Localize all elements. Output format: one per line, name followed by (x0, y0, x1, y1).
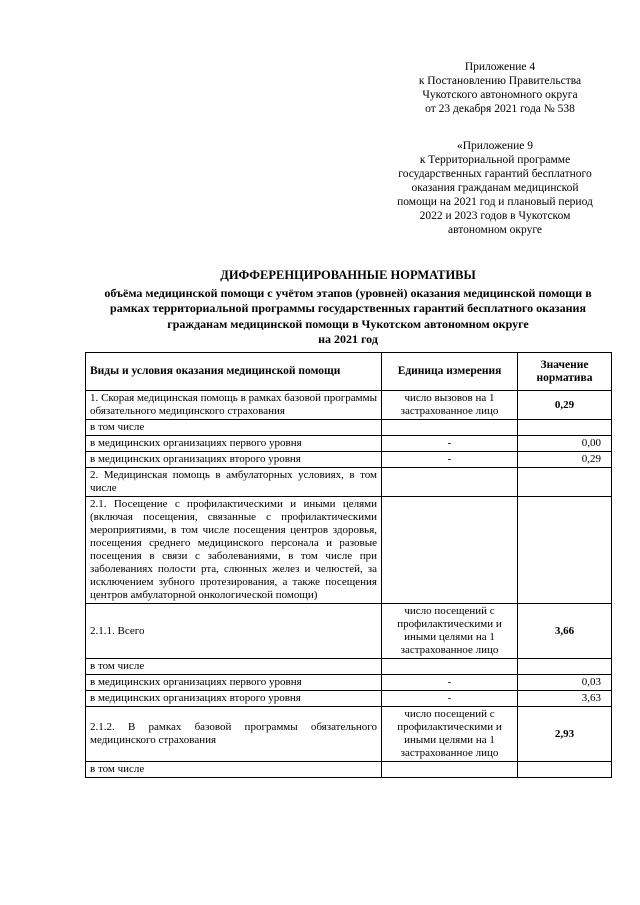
table-header-row (86, 353, 612, 391)
table-row (86, 436, 612, 452)
appendix-9-line: помощи на 2021 год и плановый период (397, 196, 593, 208)
table-row (86, 691, 612, 707)
cell-value (518, 420, 612, 436)
table-row (86, 762, 612, 778)
cell-care-type: 2.1.1. Всего (86, 604, 382, 659)
cell-care-type: в медицинских организациях первого уровня (86, 436, 382, 452)
cell-unit (382, 659, 518, 675)
title-line: объёма медицинской помощи с учётом этапов (уровней) оказания медицинской помощи в (104, 285, 592, 300)
appendix-4-header (380, 60, 620, 116)
cell-unit (382, 468, 518, 497)
cell-value (518, 497, 612, 604)
table-row (86, 420, 612, 436)
appendix-4-line: от 23 декабря 2021 года № 538 (425, 103, 575, 115)
cell-value (518, 762, 612, 778)
cell-unit: - (382, 675, 518, 691)
cell-unit: - (382, 452, 518, 468)
appendix-9-line: 2022 и 2023 годов в Чукотском (419, 210, 571, 222)
cell-value: 0,00 (518, 436, 612, 452)
cell-unit: число посещений с профилактическими и иными целями на 1 застрахованное лицо (382, 707, 518, 762)
appendix-9-line: государственных гарантий бесплатного (398, 168, 592, 180)
cell-care-type: в медицинских организациях первого уровня (86, 675, 382, 691)
cell-unit (382, 420, 518, 436)
table-row (86, 604, 612, 659)
cell-value (518, 468, 612, 497)
title-main: ДИФФЕРЕНЦИРОВАННЫЕ НОРМАТИВЫ (220, 268, 476, 282)
cell-unit (382, 762, 518, 778)
header-types: Виды и условия оказания медицинской помощи (86, 353, 382, 391)
cell-care-type: в медицинских организациях второго уровня (86, 452, 382, 468)
table-row (86, 707, 612, 762)
appendix-9-line: автономном округе (447, 224, 543, 236)
cell-unit: - (382, 436, 518, 452)
cell-care-type: в том числе (86, 762, 382, 778)
appendix-9-line: «Приложение 9 (456, 140, 534, 152)
table-row (86, 497, 612, 604)
cell-care-type: 2. Медицинская помощь в амбулаторных условиях, в том числе (86, 468, 382, 497)
cell-value: 0,03 (518, 675, 612, 691)
table-row (86, 675, 612, 691)
cell-unit: число вызовов на 1 застрахованное лицо (382, 391, 518, 420)
cell-care-type: 2.1. Посещение с профилактическими и иными целями (включая посещения, связанные с профилактическими мероприятиями, в том числе посещения центров здоровья, посещения среднего медицинского персонала и разовые посещения в связи с заболеваниями, в том числе при заболеваниях полости рта, слюнных желез и челюстей, за исключением зубного протезирования, а также посещения центров амбулаторной онкологической помощи) (86, 497, 382, 604)
cell-care-type: 1. Скорая медицинская помощь в рамках базовой программы обязательного медицинского страхования (86, 391, 382, 420)
appendix-4-line: Чукотского автономного округа (422, 89, 578, 101)
cell-unit (382, 497, 518, 604)
cell-value: 3,66 (518, 604, 612, 659)
table-row (86, 452, 612, 468)
cell-value: 0,29 (518, 391, 612, 420)
table-row (86, 391, 612, 420)
appendix-9-header (370, 139, 620, 237)
title-line: на 2021 год (318, 332, 378, 346)
normatives-table (85, 352, 612, 778)
cell-care-type: в том числе (86, 420, 382, 436)
cell-value: 2,93 (518, 707, 612, 762)
appendix-9-line: к Территориальной программе (419, 154, 571, 166)
header-unit: Единица измерения (382, 353, 518, 391)
document-title (78, 268, 618, 348)
cell-care-type: 2.1.2. В рамках базовой программы обязательного медицинского страхования (86, 707, 382, 762)
title-line: рамках территориальной программы государственных гарантий бесплатного оказания (110, 301, 586, 315)
appendix-9-line: оказания гражданам медицинской (411, 182, 579, 194)
cell-care-type: в том числе (86, 659, 382, 675)
cell-value: 3,63 (518, 691, 612, 707)
cell-value (518, 659, 612, 675)
appendix-4-line: Приложение 4 (464, 61, 536, 73)
cell-unit: число посещений с профилактическими и иными целями на 1 застрахованное лицо (382, 604, 518, 659)
cell-value: 0,29 (518, 452, 612, 468)
appendix-4-line: к Постановлению Правительства (418, 75, 582, 87)
cell-unit: - (382, 691, 518, 707)
table-row (86, 659, 612, 675)
header-value: Значение норматива (518, 353, 612, 391)
table-row (86, 468, 612, 497)
title-line: гражданам медицинской помощи в Чукотском автономном округе (167, 316, 529, 331)
cell-care-type: в медицинских организациях второго уровня (86, 691, 382, 707)
